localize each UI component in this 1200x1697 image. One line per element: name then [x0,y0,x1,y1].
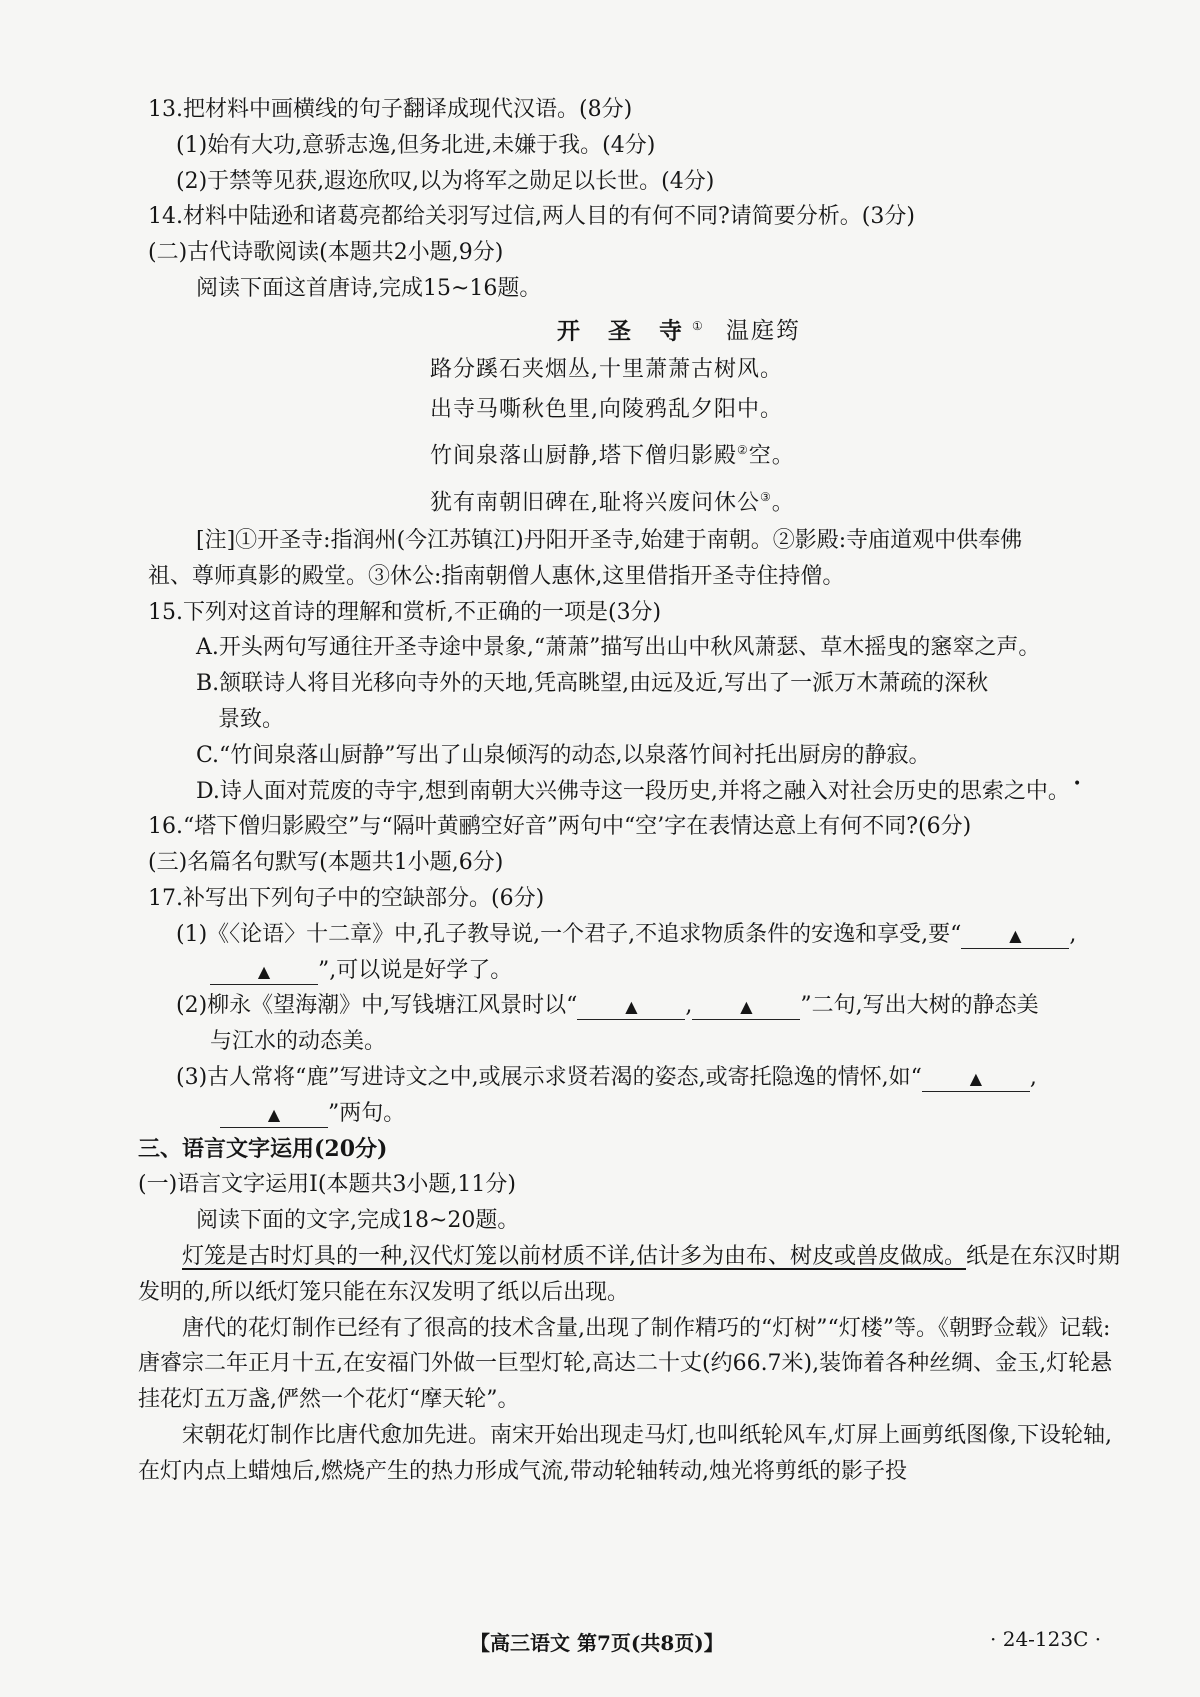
poem-line: 路分蹊石夹烟丛,十里萧萧古树风。 [430,357,783,383]
item-text: , [685,993,693,1019]
section-3-intro: 阅读下面的文字,完成18~20题。 [196,1208,520,1234]
poem-line [148,430,1130,476]
answer-blank[interactable]: ▲ [220,1103,328,1128]
answer-blank[interactable]: ▲ [210,960,318,985]
question-13-stem: 13.把材料中画横线的句子翻译成现代汉语。(8分) [148,97,633,122]
question-17-item-3 [148,1060,1130,1096]
question-17-item-1 [148,917,1130,953]
answer-blank[interactable]: ▲ [577,995,685,1020]
poem-note-2: ② [737,443,749,458]
poem-title-note: ① [691,318,703,333]
section-3-sub-heading: (一)语言文字运用Ⅰ(本题共3小题,11分) [138,1172,517,1198]
question-13-item-2: (2)于禁等见获,遐迩欣叹,以为将军之勋足以长世。(4分) [176,168,715,194]
paragraph-text: 纸是在东汉时期发明的,所以纸灯笼只能在东汉发明了纸以后出现。 [138,1244,1121,1305]
question-15-option-a: A.开头两句写通往开圣寺途中景象,“萧萧”描写出山中秋风萧瑟、草木摇曳的窸窣之声。 [196,635,1041,661]
section-recitation-heading: (三)名篇名句默写(本题共1小题,6分) [148,850,504,876]
passage-paragraph-3: 宋朝花灯制作比唐代愈加先进。南宋开始出现走马灯,也叫纸轮风车,灯屏上画剪纸图像,下设轮轴,在灯内点上蜡烛后,燃烧产生的热力形成气流,带动轮轴转动,烛光将剪纸的影子投 [138,1423,1112,1484]
question-15-option-b: B.颔联诗人将目光移向寺外的天地,凭高眺望,由远及近,写出了一派万木萧疏的深秋 [196,671,989,697]
poem-title: 开 圣 寺 [556,317,692,345]
poem-line-end: 空。 [748,443,795,469]
section-poetry-heading: (二)古代诗歌阅读(本题共2小题,9分) [148,240,504,266]
answer-blank[interactable]: ▲ [692,995,800,1020]
passage-paragraph-1 [138,1239,1130,1311]
question-17-stem: 17.补写出下列句子中的空缺部分。(6分) [148,886,545,912]
item-text: (1)《〈论语〉十二章》中,孔子教导说,一个君子,不追求物质条件的安逸和享受,要“ [176,921,962,947]
poem-line [148,477,1130,523]
poem-notes-line-1: [注]①开圣寺:指润州(今江苏镇江)丹阳开圣寺,始建于南朝。②影殿:寺庙道观中供奉佛 [196,528,1023,554]
answer-blank[interactable]: ▲ [922,1067,1030,1092]
poem-notes-line-2: 祖、尊师真影的殿堂。③休公:指南朝僧人惠休,这里借指开圣寺住持僧。 [148,563,845,589]
poem-author: 温庭筠 [726,318,802,345]
item-text: (3)古人常将“鹿”写进诗文之中,或展示求贤若渴的姿态,或寄托隐逸的情怀,如“ [176,1065,922,1091]
question-15-option-d: D.诗人面对荒废的寺宇,想到南朝大兴佛寺这一段历史,并将之融入对社会历史的思索之中。 [196,778,1070,804]
poem-line-end: 。 [771,490,795,516]
question-17-item-2 [148,988,1130,1024]
section-3-heading: 三、语言文字运用(20分) [138,1135,388,1162]
poem-note-3: ③ [760,489,772,504]
poem-line-text: 犹有南朝旧碑在,耻将兴废问休公 [430,490,760,516]
footer-page-info: 【高三语文 第7页(共8页)】 [470,1631,724,1655]
question-17-item-2-cont: 与江水的动态美。 [210,1029,387,1055]
poem-line-text: 竹间泉落山厨静,塔下僧归影殿 [430,443,737,469]
question-17-item-1-cont [148,953,1130,989]
question-17-item-3-cont [148,1096,1130,1132]
footer-paper-code: · 24-123C · [990,1627,1102,1651]
item-text: (2)柳永《望海潮》中,写钱塘江风景时以“ [176,993,578,1019]
underlined-sentence: 灯笼是古时灯具的一种,汉代灯笼以前材质不详,估计多为由布、树皮或兽皮做成。 [182,1244,966,1270]
passage-paragraph-2: 唐代的花灯制作已经有了很高的技术含量,出现了制作精巧的“灯树”“灯楼”等。《朝野佥载》记载:唐睿宗二年正月十五,在安福门外做一巨型灯轮,高达二十丈(约66.7米),装饰着各种丝绸、金玉,灯轮悬挂花灯五万盏,俨然一个花灯“摩天轮”。 [138,1315,1113,1413]
poetry-intro: 阅读下面这首唐诗,完成15~16题。 [196,275,542,301]
poem-title-line [148,307,1130,351]
item-text: ”两句。 [328,1100,406,1126]
question-15-option-b-cont: 景致。 [218,707,285,733]
question-15-option-c: C.“竹间泉落山厨静”写出了山泉倾泻的动态,以泉落竹间衬托出厨房的静寂。 [196,742,931,768]
answer-blank[interactable]: ▲ [961,924,1069,949]
poem-line: 出寺马嘶秋色里,向陵鸦乱夕阳中。 [430,397,783,423]
question-14: 14.材料中陆逊和诸葛亮都给关羽写过信,两人目的有何不同?请简要分析。(3分) [148,204,915,230]
question-15-stem: 15.下列对这首诗的理解和赏析,不正确的一项是(3分) [148,599,662,625]
stray-mark: • [1073,776,1082,792]
item-text: , [1069,921,1077,947]
page-footer [0,1627,1200,1663]
item-text: ”,可以说是好学了。 [318,957,513,983]
item-text: ”二句,写出大树的静态美 [800,993,1039,1019]
item-text: , [1029,1065,1037,1091]
question-13-item-1: (1)始有大功,意骄志逸,但务北进,未嫌于我。(4分) [176,132,656,158]
question-16: 16.“塔下僧归影殿空”与“隔叶黄鹂空好音”两句中“空’字在表情达意上有何不同?(6分) [148,814,972,840]
